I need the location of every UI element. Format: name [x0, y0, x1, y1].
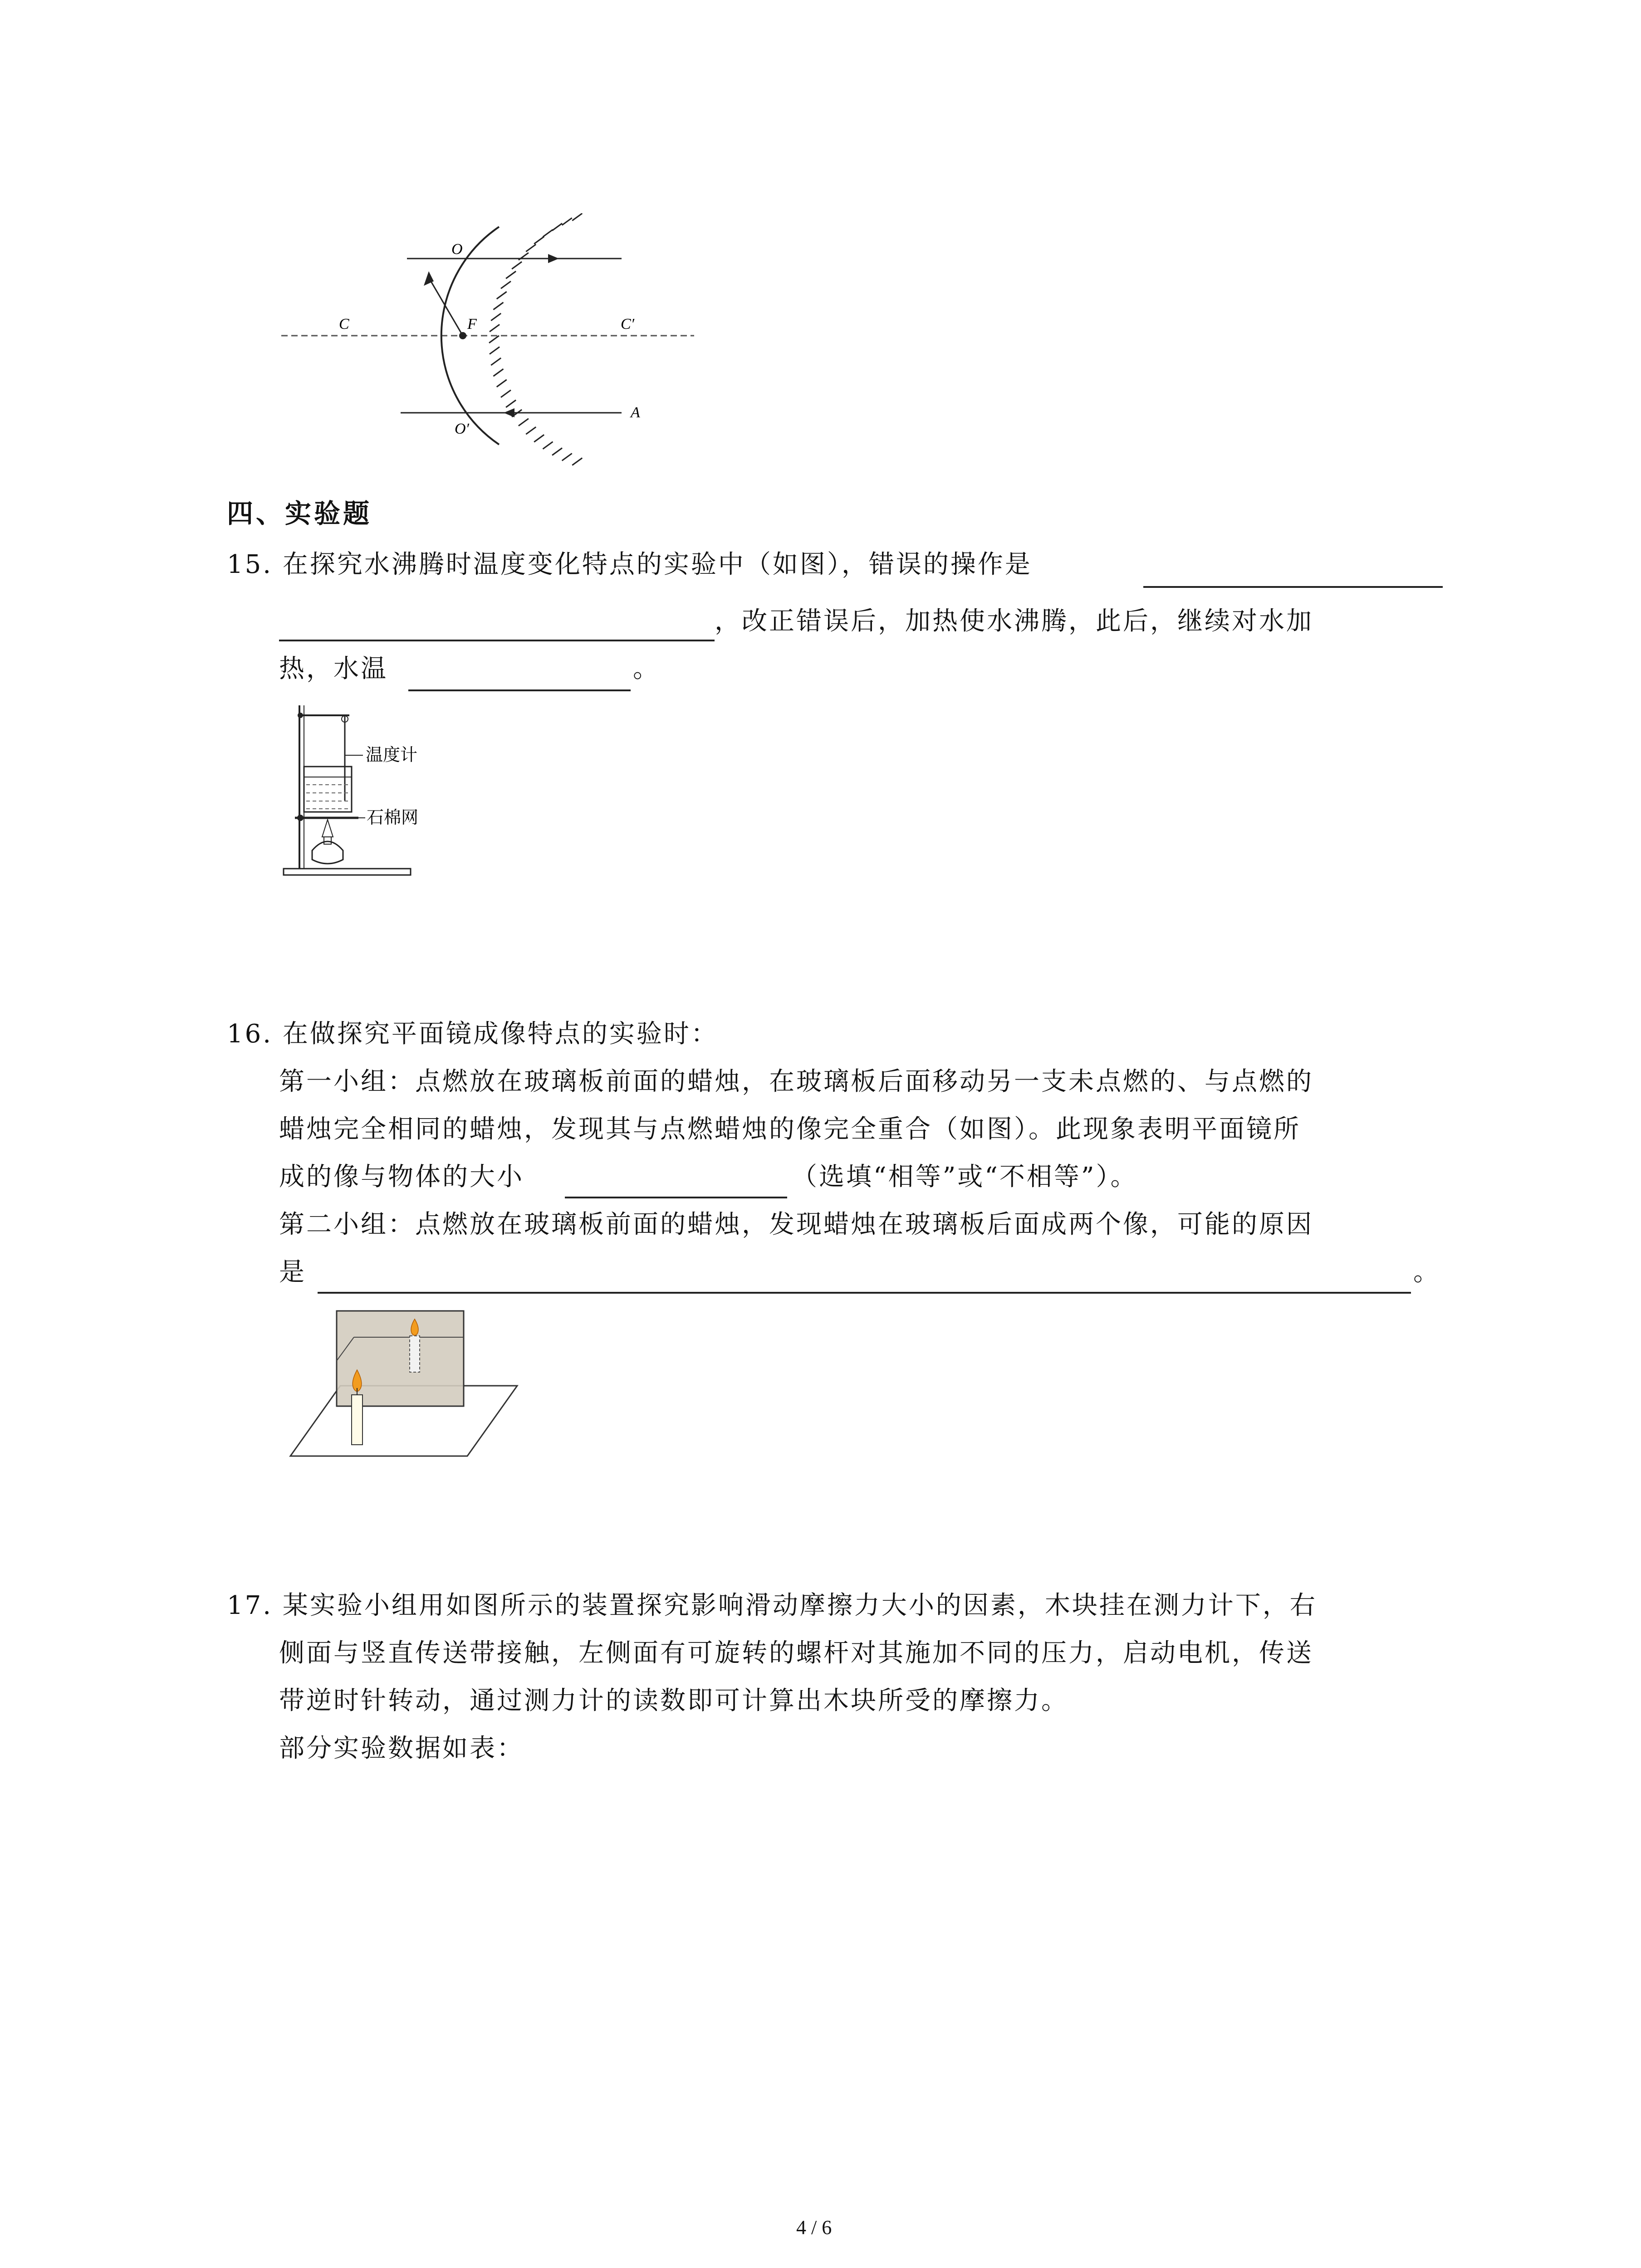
q15-blank-1a[interactable] [1143, 586, 1443, 588]
glass-plate[interactable] [337, 1311, 464, 1406]
focal-point [459, 332, 466, 339]
hatch-mark [489, 336, 499, 343]
q16-blank-2[interactable] [318, 1292, 1411, 1294]
hatch-mark [534, 237, 544, 244]
label-O-prime: O′ [455, 420, 469, 437]
hatch-mark [562, 454, 572, 461]
q16-g2-line2a: 是 [279, 1257, 306, 1287]
ring-joint [297, 815, 304, 821]
hatch-mark [497, 380, 507, 387]
section-heading: 四、实验题 [227, 498, 372, 529]
hatch-mark [543, 230, 553, 237]
label-F: F [467, 316, 477, 332]
hatch-mark [512, 262, 522, 269]
mirror-arc [441, 227, 499, 445]
q15-blank-1b[interactable] [279, 640, 715, 641]
hatch-mark [501, 281, 511, 288]
hatch-mark [493, 303, 503, 310]
page-number: 4 / 6 [796, 2216, 832, 2239]
q16-g1-line1: 第一小组：点燃放在玻璃板前面的蜡烛，在玻璃板后面移动另一支未点燃的、与点燃的 [279, 1067, 1313, 1096]
q17-line1: 17. 某实验小组用如图所示的装置探究影响滑动摩擦力大小的因素，木块挂在测力计下，右 [227, 1591, 1317, 1620]
label-O: O [451, 241, 463, 258]
label-C: C [339, 316, 349, 332]
hatch-mark [526, 244, 536, 252]
hatch-mark [552, 448, 562, 455]
q16-blank-1[interactable] [565, 1197, 787, 1198]
q15-blank-2[interactable] [408, 689, 631, 691]
hatch-mark [506, 400, 516, 407]
q16-g2-line1: 第二小组：点燃放在玻璃板前面的蜡烛，发现蜡烛在玻璃板后面成两个像，可能的原因 [279, 1210, 1313, 1239]
q16-intro: 16. 在做探究平面镜成像特点的实验时： [227, 1019, 718, 1049]
label-A: A [631, 404, 640, 421]
hatch-mark [543, 442, 553, 449]
hatch-mark [562, 218, 572, 225]
q17-line3: 带逆时针转动，通过测力计的读数即可计算出木块所受的摩擦力。 [279, 1686, 1068, 1716]
q15-line3b: 。 [633, 654, 660, 684]
plane-mirror-figure [281, 1302, 526, 1465]
hatch-mark [572, 458, 582, 465]
hatch-mark [534, 435, 544, 442]
ray-focus [429, 278, 463, 336]
boiling-apparatus-figure [277, 701, 467, 882]
thermometer-label: 温度计 [366, 745, 418, 765]
candle-behind [410, 1336, 420, 1372]
hatch-mark [501, 390, 511, 397]
q15-line3a: 热，水温 [279, 654, 388, 684]
hatch-mark [493, 369, 503, 376]
hatch-mark [506, 271, 516, 279]
stand-base [284, 869, 411, 875]
arrow-lower [504, 408, 514, 417]
hatch-mark [519, 419, 529, 426]
hatch-mark [491, 358, 501, 365]
flame [322, 820, 333, 837]
hatch-mark [572, 213, 582, 220]
q15-line2: ，改正错误后，加热使水沸腾，此后，继续对水加 [715, 606, 1313, 636]
hatch-mark [490, 347, 500, 354]
gauze-label: 石棉网 [367, 807, 419, 827]
mirror-hatching [489, 213, 582, 465]
q16-g1-line2: 蜡烛完全相同的蜡烛，发现其与点燃蜡烛的像完全重合（如图）。此现象表明平面镜所 [279, 1114, 1301, 1144]
q17-line2: 侧面与竖直传送带接触，左侧面有可旋转的螺杆对其施加不同的压力，启动电机，传送 [279, 1638, 1313, 1668]
concave-mirror-figure [272, 213, 708, 467]
q17-line4: 部分实验数据如表： [279, 1734, 524, 1763]
hatch-mark [552, 223, 562, 230]
q16-g1-line3b: （选填“相等”或“不相等”）。 [792, 1162, 1138, 1192]
arrow-upper [548, 254, 559, 263]
burner [312, 841, 343, 864]
label-C-prime: C′ [621, 316, 635, 332]
water-hatch [306, 785, 349, 809]
burner-neck [324, 837, 331, 844]
candle-front [352, 1395, 362, 1445]
clamp-joint [298, 713, 303, 718]
hatch-mark [491, 313, 501, 321]
q16-g2-line2b: 。 [1413, 1257, 1440, 1287]
q16-g1-line3a: 成的像与物体的大小 [279, 1162, 524, 1192]
hatch-mark [490, 324, 500, 332]
q15-line1: 15. 在探究水沸腾时温度变化特点的实验中（如图），错误的操作是 [227, 550, 1032, 579]
hatch-mark [497, 292, 507, 299]
hatch-mark [526, 427, 536, 434]
